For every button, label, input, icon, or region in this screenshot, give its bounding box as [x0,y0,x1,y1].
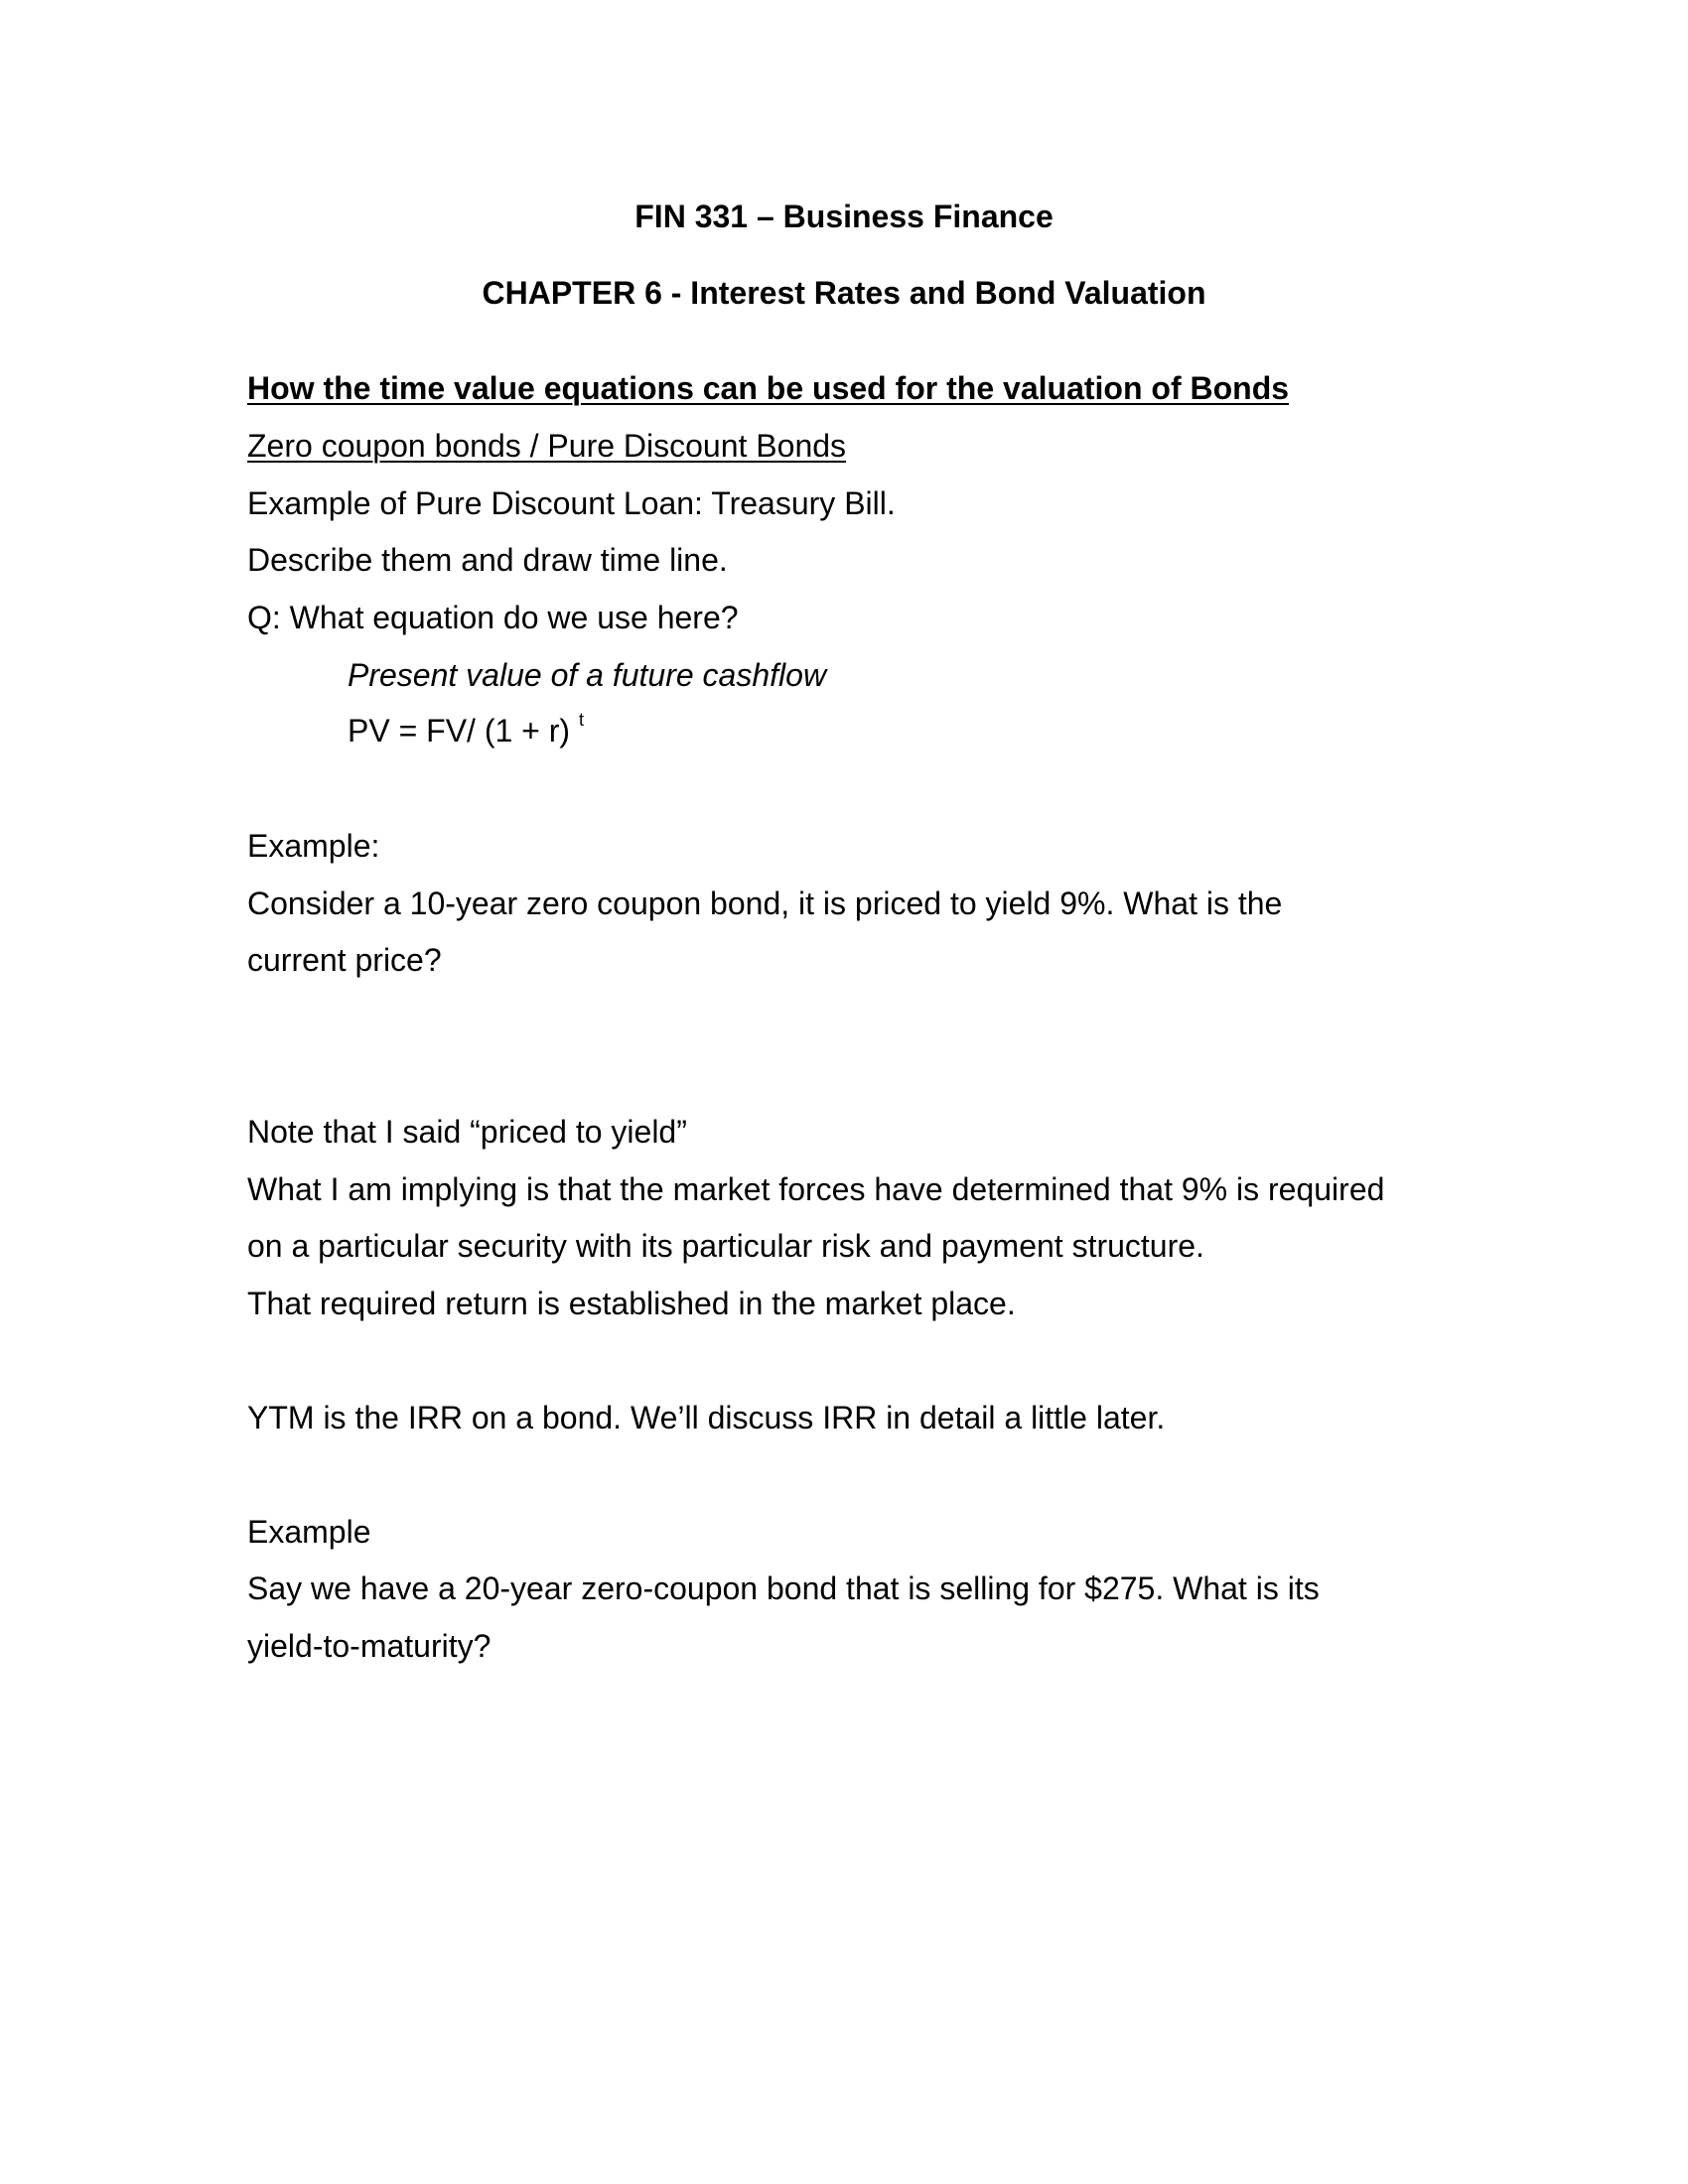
note-line3: on a particular security with its particular risk and payment structure. [247,1228,1204,1264]
section-heading: How the time value equations can be used for the valuation of Bonds [247,370,1290,406]
example1-line2: current price? [247,942,442,978]
formula-exponent: t [578,710,584,731]
example2-label: Example [247,1514,371,1550]
chapter-title: CHAPTER 6 - Interest Rates and Bond Valuation [482,275,1206,311]
subsection-heading: Zero coupon bonds / Pure Discount Bonds [247,428,847,464]
note-line2: What I am implying is that the market forces have determined that 9% is required [247,1171,1385,1207]
pv-label: Present value of a future cashflow [348,657,827,693]
note-line4: That required return is established in the market place. [247,1286,1016,1321]
formula-base: PV = FV/ (1 + r) [348,713,571,749]
example-tbill-text: Example of Pure Discount Loan: Treasury Bill. [247,485,896,521]
example1-line1: Consider a 10-year zero coupon bond, it is priced to yield 9%. What is the [247,886,1283,921]
pv-formula [348,710,584,750]
course-title: FIN 331 – Business Finance [634,199,1054,234]
example1-label: Example: [247,828,380,864]
describe-text: Describe them and draw time line. [247,542,728,578]
ytm-line: YTM is the IRR on a bond. We’ll discuss IRR in detail a little later. [247,1400,1166,1435]
question-text: Q: What equation do we use here? [247,600,739,635]
example2-line2: yield-to-maturity? [247,1628,492,1664]
note-line1: Note that I said “priced to yield” [247,1114,687,1150]
example2-line1: Say we have a 20-year zero-coupon bond that is selling for $275. What is its [247,1570,1320,1606]
